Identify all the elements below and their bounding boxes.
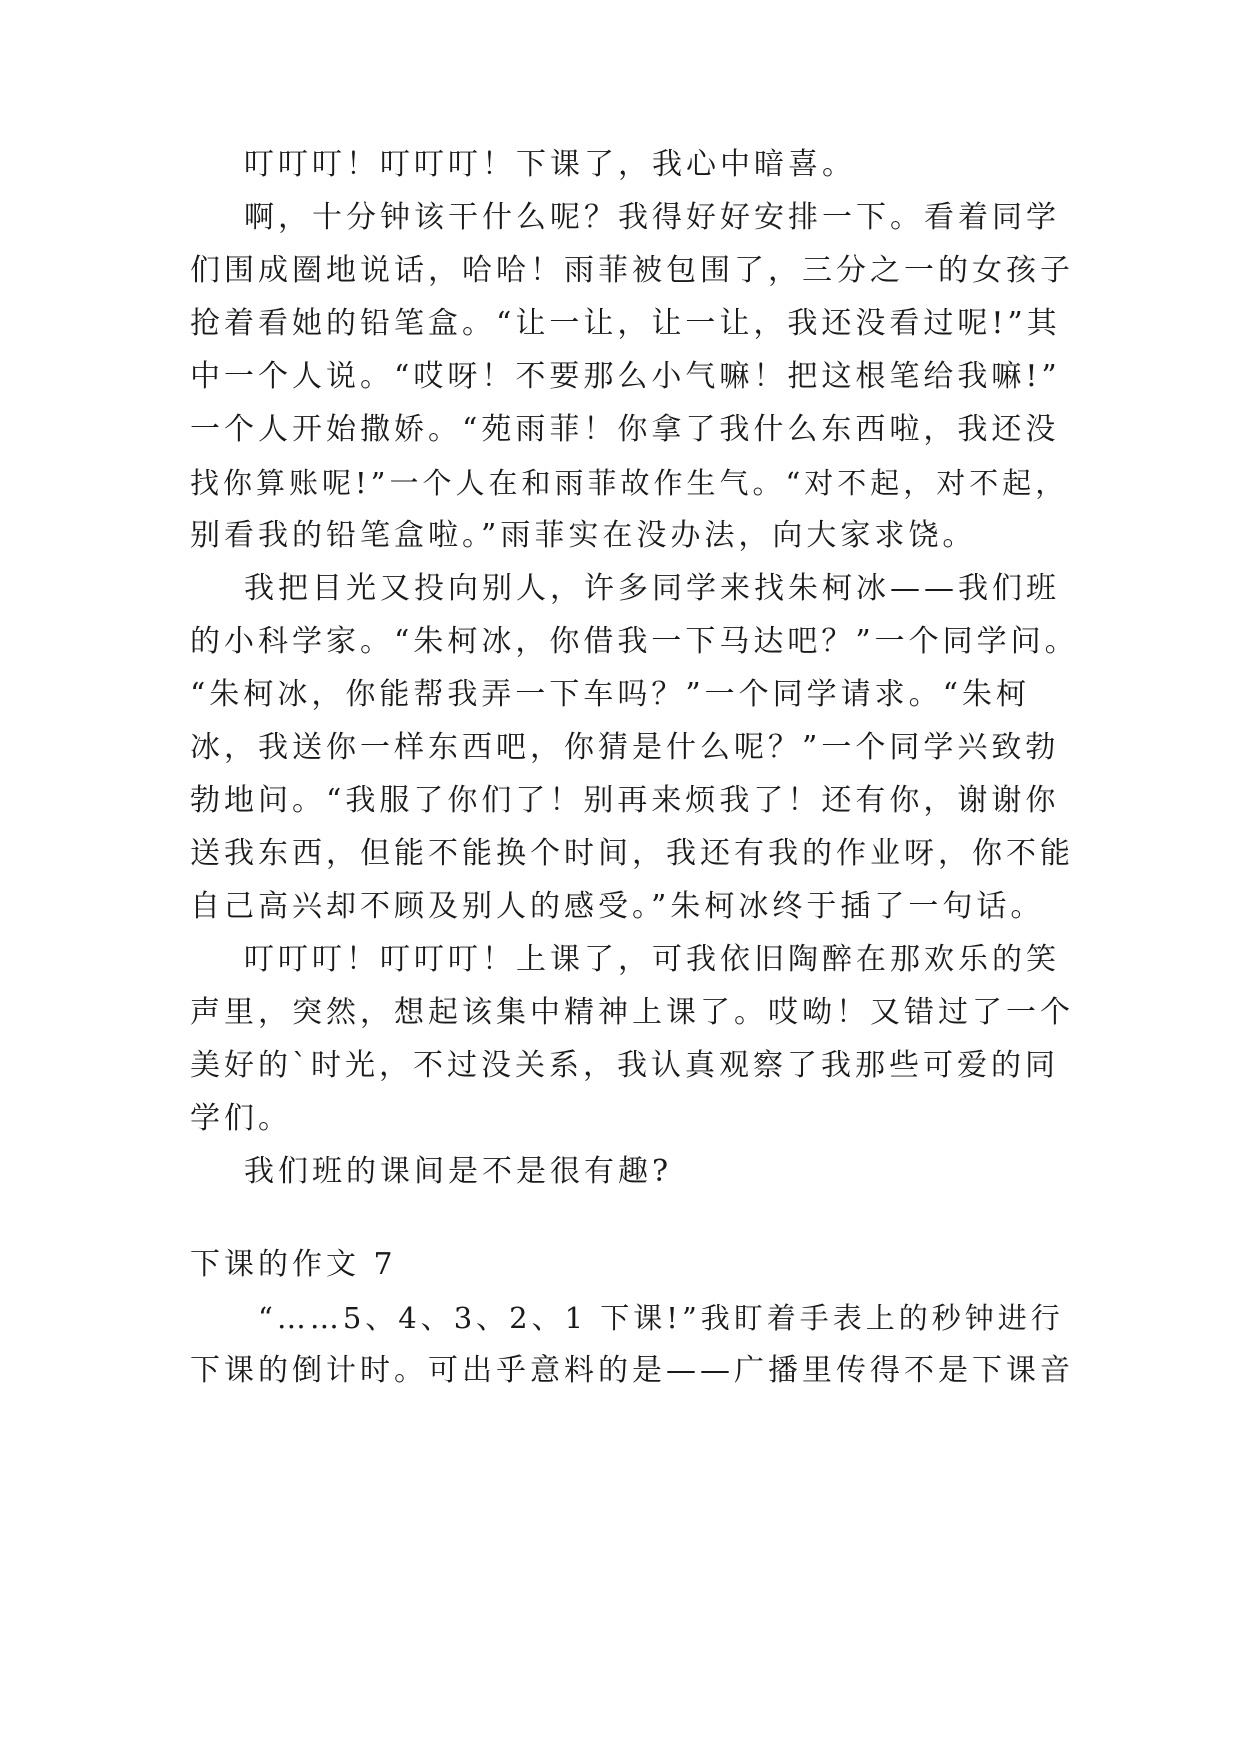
text-line: 一个人开始撒娇。“苑雨菲！你拿了我什么东西啦，我还没 bbox=[190, 412, 1060, 447]
text-line: 啊，十分钟该干什么呢？我得好好安排一下。看着同学 bbox=[244, 200, 1060, 235]
text-line: 美好的`时光，不过没关系，我认真观察了我那些可爱的同 bbox=[190, 1048, 1059, 1083]
text-line: 冰，我送你一样东西吧，你猜是什么呢？”一个同学兴致勃 bbox=[190, 730, 1060, 765]
section-heading: 下课的作文 7 bbox=[190, 1247, 397, 1282]
text-line: 我们班的课间是不是很有趣? bbox=[244, 1154, 673, 1189]
text-line: 中一个人说。“哎呀！不要那么小气嘛！把这根笔给我嘛!” bbox=[190, 359, 1061, 394]
text-line: 们围成圈地说话，哈哈！雨菲被包围了，三分之一的女孩子 bbox=[190, 253, 1074, 288]
text-line: 别看我的铅笔盒啦。”雨菲实在没办法，向大家求饶。 bbox=[190, 518, 977, 553]
text-line: 的小科学家。“朱柯冰，你借我一下马达吧？”一个同学问。 bbox=[190, 624, 1079, 659]
text-line: 我把目光又投向别人，许多同学来找朱柯冰——我们班 bbox=[244, 571, 1060, 606]
text-line: 叮叮叮！叮叮叮！下课了，我心中暗喜。 bbox=[244, 147, 856, 182]
text-line: 叮叮叮！叮叮叮！上课了，可我依旧陶醉在那欢乐的笑 bbox=[244, 942, 1060, 977]
text-line: 下课的倒计时。可出乎意料的是——广播里传得不是下课音 bbox=[190, 1353, 1074, 1388]
text-line: “……5、4、3、2、1 下课!”我盯着手表上的秒钟进行 bbox=[258, 1301, 1064, 1335]
text-line: 声里，突然，想起该集中精神上课了。哎呦！又错过了一个 bbox=[190, 995, 1074, 1030]
text-line: 送我东西，但能不能换个时间，我还有我的作业呀，你不能 bbox=[190, 836, 1074, 871]
text-line: 学们。 bbox=[190, 1101, 292, 1136]
text-line: 勃地问。“我服了你们了！别再来烦我了！还有你，谢谢你 bbox=[190, 783, 1060, 818]
text-line: “朱柯冰，你能帮我弄一下车吗？”一个同学请求。“朱柯 bbox=[190, 677, 1031, 712]
text-line: 找你算账呢!”一个人在和雨菲故作生气。“对不起，对不起， bbox=[190, 466, 1069, 500]
text-line: 自己高兴却不顾及别人的感受。”朱柯冰终于插了一句话。 bbox=[190, 889, 1045, 924]
text-line: 抢着看她的铅笔盒。“让一让，让一让，我还没看过呢!”其 bbox=[190, 306, 1061, 341]
